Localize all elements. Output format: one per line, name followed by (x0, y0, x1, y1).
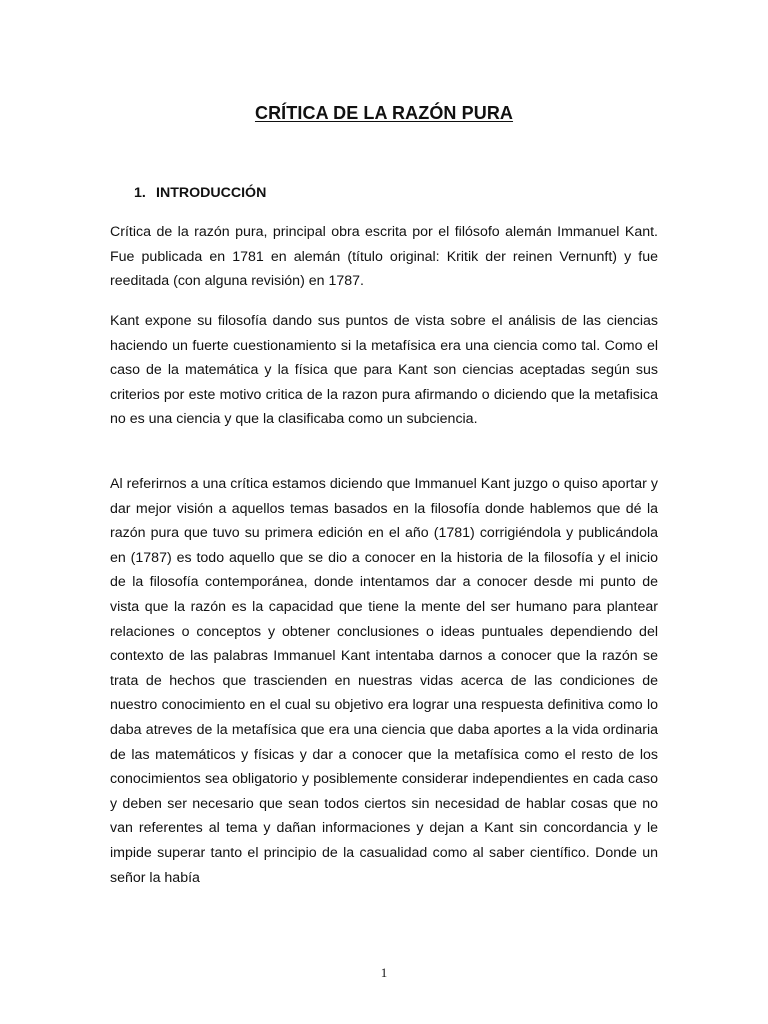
paragraph-1: Crítica de la razón pura, principal obra escrita por el filósofo alemán Immanuel Kant. Fue publicada en 1781 en alemán (título original: Kritik der reinen Vernunft) y fue reeditada (con alguna revisión) en 1787. (110, 224, 658, 290)
section-heading (134, 185, 266, 201)
section-number: 1. (134, 185, 146, 201)
paragraph-2: Kant expone su filosofía dando sus puntos de vista sobre el análisis de las ciencias haciendo un fuerte cuestionamiento si la metafísica era una ciencia como tal. Como el caso de la matemática y la física que para Kant son ciencias aceptadas según sus criterios por este motivo critica de la razon pura afirmando o diciendo que la metafisica no es una ciencia y que la clasificaba como un subciencia. (110, 313, 658, 428)
document-title: CRÍTICA DE LA RAZÓN PURA (254, 103, 514, 123)
section-title: INTRODUCCIÓN (156, 185, 267, 201)
page-number: 1 (380, 965, 388, 980)
paragraph-3: Al referirnos a una crítica estamos diciendo que Immanuel Kant juzgo o quiso aportar y dar mejor visión a aquellos temas basados en la filosofía donde hablemos que dé la razón pura que tuvo su primera edición en el año (1781) corrigiéndola y publicándola en (1787) es todo aquello que se dio a conocer en la historia de la filosofía y el inicio de la filosofía contemporánea, donde intentamos dar a conocer desde mi punto de vista que la razón es la capacidad que tiene la mente del ser humano para plantear relaciones o conceptos y obtener conclusiones o ideas puntuales dependiendo del contexto de las palabras Immanuel Kant intentaba darnos a conocer que la razón se trata de hechos que trascienden en nuestras vidas acerca de las condiciones de nuestro conocimiento en el cual su objetivo era lograr una respuesta definitiva como lo daba atreves de la metafísica que era una ciencia que daba aportes a la vida ordinaria de las matemáticos y físicas y dar a conocer que la metafísica como el resto de los conocimientos sea obligatorio y posiblemente considerar independientes en cada caso y deben ser necesario que sean todos ciertos sin necesidad de hablar cosas que no van referentes al tema y dañan informaciones y dejan a Kant sin concordancia y le impide superar tanto el principio de la casualidad como al saber científico. Donde un señor la había (110, 476, 658, 886)
